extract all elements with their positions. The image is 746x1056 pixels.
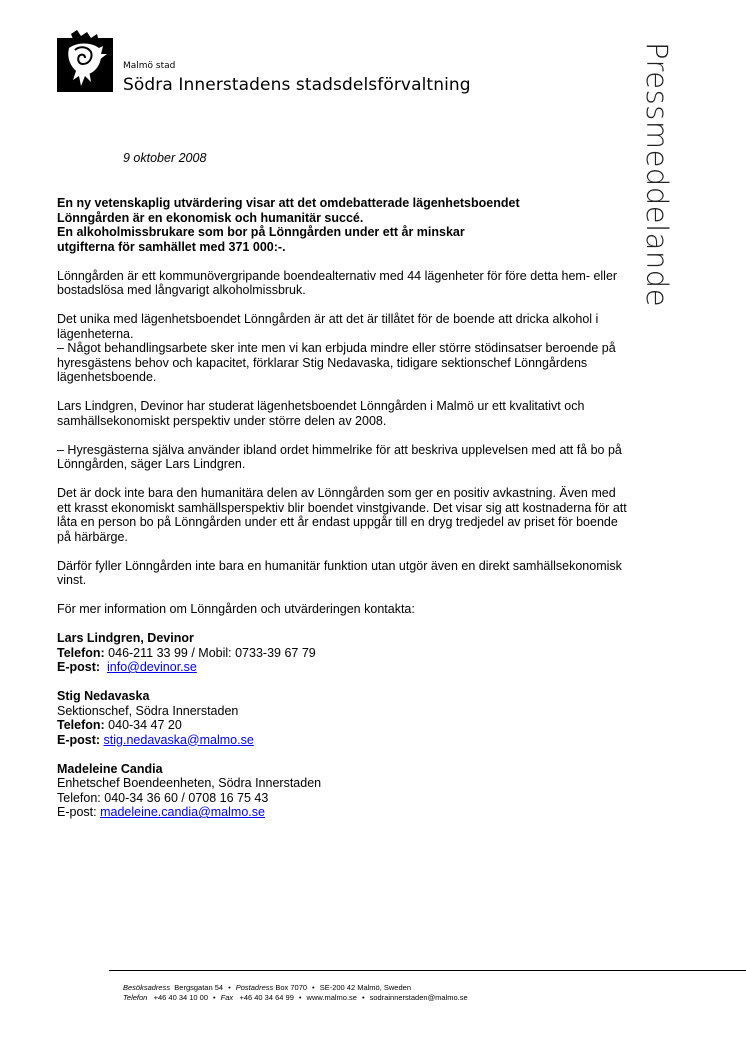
- contact-title: Sektionschef, Södra Innerstaden: [57, 703, 239, 718]
- post-value: Box 7070: [275, 983, 308, 992]
- paragraph: Det unika med lägenhetsboendet Lönngården är att det är tillåtet för de boende att dricka alkohol i lägenheterna.: [57, 312, 599, 341]
- visit-label: Besöksadress: [123, 983, 171, 992]
- contact-title: Enhetschef Boendeenheten, Södra Innerstaden: [57, 776, 322, 790]
- paragraph: Lönngården är ett kommunövergripande boendealternativ med 44 lägenheter för före detta hem- eller bostadslösa med långvarigt alkoholmissbruk.: [57, 268, 618, 297]
- phone-label: Telefon:: [57, 645, 105, 660]
- contact-email: [57, 660, 627, 675]
- phone-value: +46 40 34 10 00: [153, 993, 209, 1002]
- contact-name: Madeleine Candia: [57, 761, 163, 776]
- fax-value: +46 40 34 64 99: [239, 993, 294, 1002]
- email-label: E-post:: [57, 732, 101, 747]
- paragraph: För mer information om Lönngården och utvärderingen kontakta:: [57, 602, 415, 616]
- org-small-label: Malmö stad: [123, 61, 176, 71]
- org-name: Södra Innerstadens stadsdelsförvaltning: [123, 75, 471, 95]
- contact-lars-lindgren: [57, 631, 627, 675]
- city: SE-200 42 Malmö, Sweden: [319, 983, 411, 992]
- headline: [57, 196, 627, 254]
- headline-line: En ny vetenskaplig utvärdering visar att det omdebatterade lägenhetsboendet: [57, 196, 520, 210]
- contact-phone: Telefon: 040-34 36 60 / 0708 16 75 43: [57, 790, 269, 805]
- paragraph: Lars Lindgren, Devinor har studerat lägenhetsboendet Lönngården i Malmö ur ett kvalitativt och samhällsekonomiskt perspektiv under större delen av 2008.: [57, 399, 585, 428]
- headline-line: En alkoholmissbrukare som bor på Lönngården under ett år minskar: [57, 225, 465, 239]
- footer-address-line: [123, 983, 468, 993]
- email-link[interactable]: madeleine.candia@malmo.se: [100, 805, 265, 819]
- footer-divider: [109, 970, 746, 971]
- website[interactable]: www.malmo.se: [306, 993, 357, 1002]
- contact-stig-nedavaska: [57, 689, 627, 747]
- phone-label: Telefon: [123, 993, 148, 1002]
- phone-value: 040-34 47 20: [104, 718, 182, 732]
- headline-line: utgifterna för samhället med 371 000:-.: [57, 239, 286, 254]
- paragraph: Därför fyller Lönngården inte bara en humanitär funktion utan utgör även en direkt samhällsekonomisk vinst.: [57, 558, 622, 587]
- bullet-icon: •: [312, 983, 315, 992]
- pressmeddelande-label: Pressmeddelande: [640, 42, 674, 308]
- press-date: 9 oktober 2008: [123, 151, 207, 165]
- email-link[interactable]: info@devinor.se: [107, 660, 197, 674]
- contact-phone: [57, 646, 627, 661]
- email-label: E-post:: [57, 805, 97, 819]
- bullet-icon: •: [361, 993, 365, 1002]
- paragraph-with-quote: [57, 312, 627, 385]
- email-link[interactable]: stig.nedavaska@malmo.se: [103, 732, 254, 747]
- bullet-icon: •: [228, 983, 231, 992]
- contact-phone: [57, 718, 627, 733]
- paragraph: Det är dock inte bara den humanitära delen av Lönngården som ger en positiv avkastning. Även med ett krasst ekonomiskt samhällsperspektiv blir boendet vinstgivande. Det visar sig att kostnaderna för att låta en person bo på Lönngården under ett år endast uppgår till en dryg tredjedel av priset för boende på härbärge.: [57, 486, 627, 544]
- fax-label: Fax: [220, 993, 234, 1002]
- footer-email[interactable]: sodrainnerstaden@malmo.se: [369, 993, 468, 1002]
- paragraph: – Hyresgästerna själva använder ibland ordet himmelrike för att beskriva upplevelsen med att få bo på Lönngården, säger Lars Lindgren.: [57, 442, 622, 471]
- bullet-icon: •: [213, 993, 216, 1002]
- contact-madeleine-candia: [57, 762, 627, 820]
- email-label: E-post:: [57, 660, 101, 674]
- footer: [123, 983, 468, 1003]
- bullet-icon: •: [298, 993, 302, 1002]
- contact-name: Stig Nedavaska: [57, 689, 150, 703]
- contact-email: [57, 733, 627, 748]
- visit-value: Bergsgatan 54: [174, 983, 224, 992]
- footer-contact-line: [123, 993, 468, 1003]
- malmo-stad-logo: [57, 30, 113, 92]
- press-body: [57, 196, 627, 834]
- headline-line: Lönngården är en ekonomisk och humanitär succé.: [57, 210, 364, 225]
- contact-name: Lars Lindgren, Devinor: [57, 631, 194, 645]
- phone-label: Telefon:: [57, 718, 105, 732]
- phone-value: 046-211 33 99 / Mobil: 0733-39 67 79: [104, 645, 316, 660]
- contact-email: [57, 805, 627, 820]
- quote: – Något behandlingsarbete sker inte men vi kan erbjuda mindre eller större stödinsatser beroende på hyresgästens behov och kapacitet, förklarar Stig Nedavaska, tidigare sektionschef Lönngårdens lägenhetsboende.: [57, 341, 616, 384]
- post-label: Postadress: [235, 983, 274, 992]
